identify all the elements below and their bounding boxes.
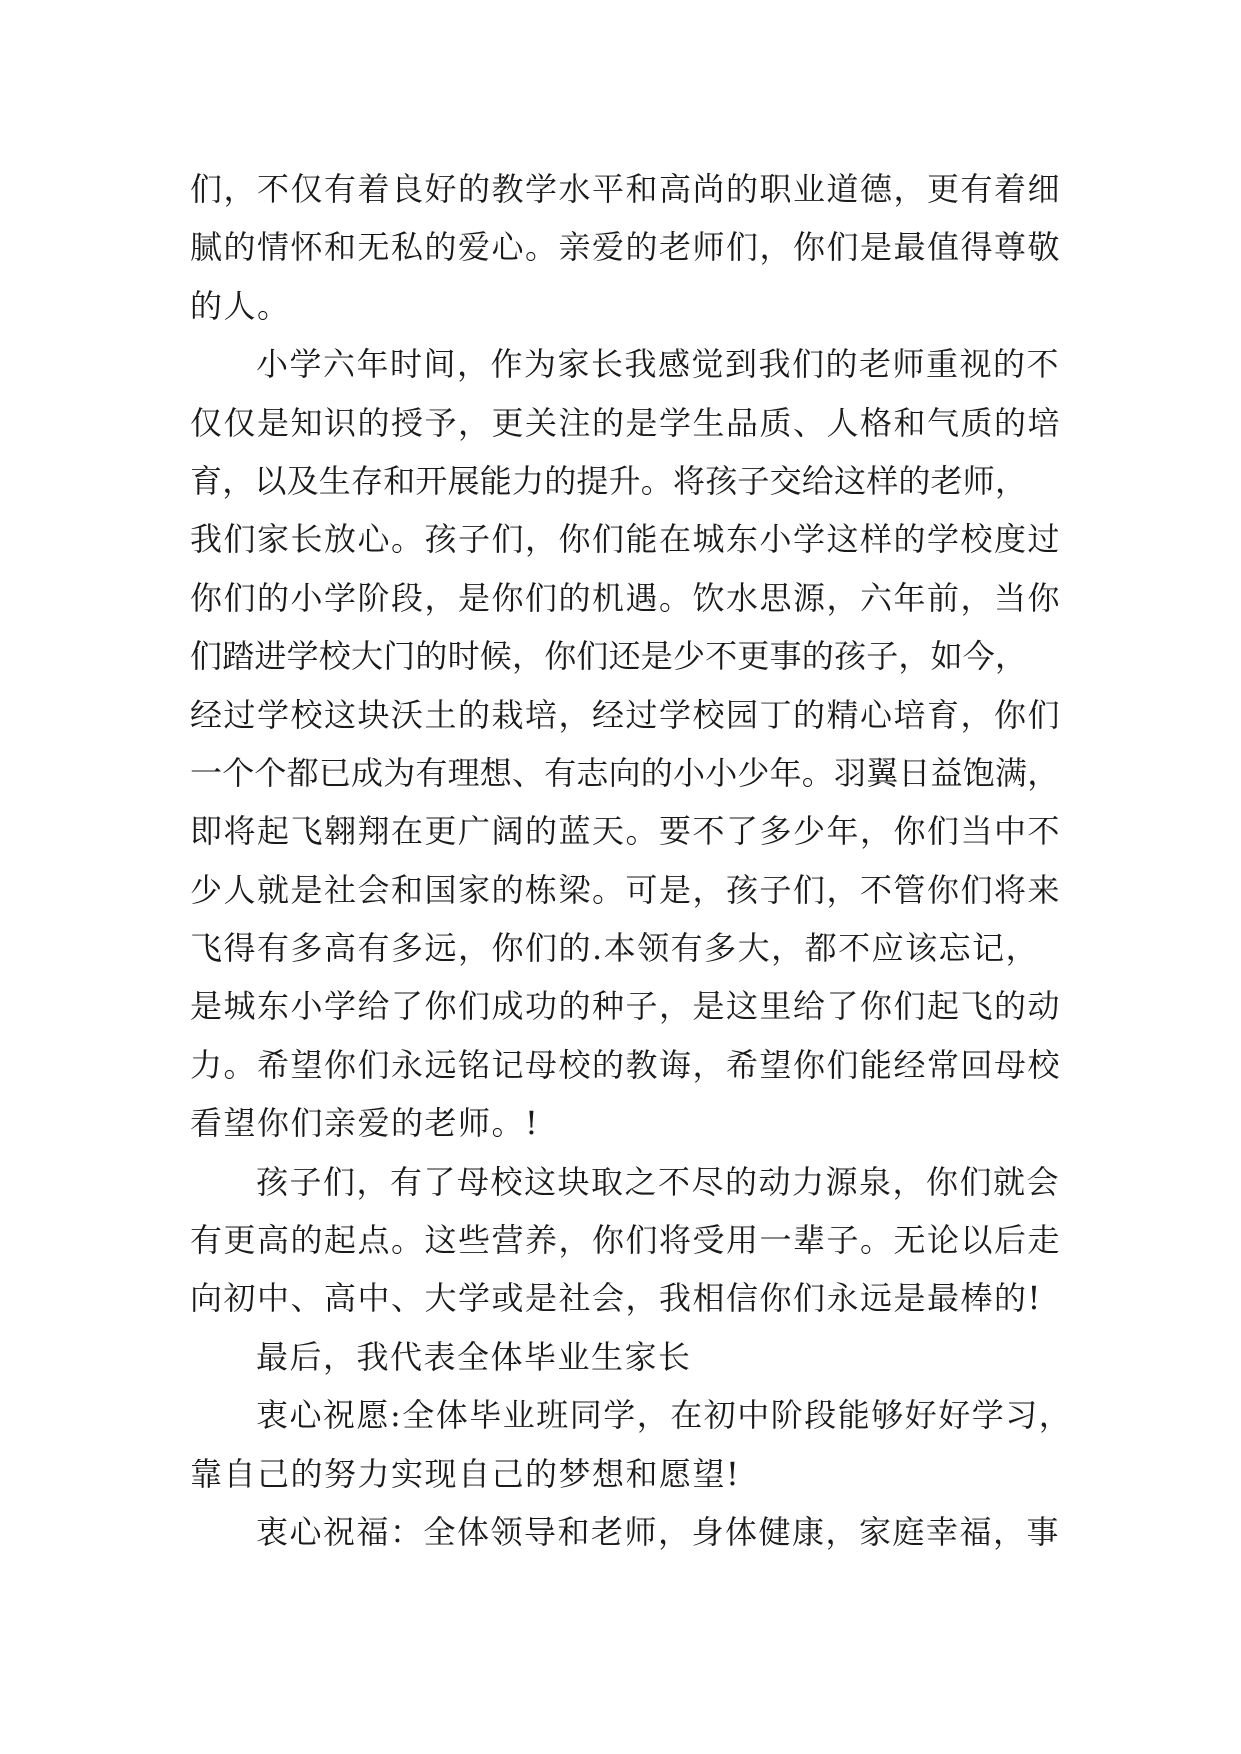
- text-line: 是城东小学给了你们成功的种子，是这里给了你们起飞的动: [190, 987, 1062, 1026]
- paragraph-start-line: 最后，我代表全体毕业生家长: [256, 1337, 692, 1376]
- text-line: 看望你们亲爱的老师。!: [190, 1104, 540, 1143]
- paragraph-start-line: 小学六年时间，作为家长我感觉到我们的老师重视的不: [256, 345, 1061, 384]
- text-line: 向初中、高中、大学或是社会，我相信你们永远是最棒的!: [190, 1279, 1042, 1318]
- text-line: 经过学校这块沃土的栽培，经过学校园丁的精心培育，你们: [190, 695, 1062, 734]
- paragraph-start-line: 衷心祝福：全体领导和老师，身体健康，家庭幸福，事: [256, 1512, 1061, 1551]
- text-line: 少人就是社会和国家的栋梁。可是，孩子们，不管你们将来: [190, 870, 1062, 909]
- text-line: 有更高的起点。这些营养，你们将受用一辈子。无论以后走: [190, 1221, 1062, 1260]
- text-line: 靠自己的努力实现自己的梦想和愿望!: [190, 1454, 741, 1493]
- text-line: 育，以及生存和开展能力的提升。将孩子交给这样的老师，: [190, 461, 1028, 500]
- text-line: 即将起飞翱翔在更广阔的蓝天。要不了多少年，你们当中不: [190, 812, 1062, 851]
- text-line: 我们家长放心。孩子们，你们能在城东小学这样的学校度过: [190, 520, 1062, 559]
- text-line: 的人。: [190, 286, 291, 325]
- text-line: 力。希望你们永远铭记母校的教诲，希望你们能经常回母校: [190, 1045, 1062, 1084]
- text-line: 你们的小学阶段，是你们的机遇。饮水思源，六年前，当你: [190, 578, 1062, 617]
- text-line: 一个个都已成为有理想、有志向的小小少年。羽翼日益饱满，: [190, 753, 1060, 792]
- paragraph-start-line: 孩子们，有了母校这块取之不尽的动力源泉，你们就会: [256, 1162, 1061, 1201]
- text-line: 仅仅是知识的授予，更关注的是学生品质、人格和气质的培: [190, 403, 1062, 442]
- paragraph-start-line: 衷心祝愿:全体毕业班同学，在初中阶段能够好好学习，: [256, 1396, 1073, 1435]
- text-line: 们踏进学校大门的时候，你们还是少不更事的孩子，如今，: [190, 637, 1028, 676]
- text-line: 飞得有多高有多远，你们的.本领有多大，都不应该忘记，: [190, 929, 1040, 968]
- text-line: 们，不仅有着良好的教学水平和高尚的职业道德，更有着细: [190, 170, 1062, 208]
- body-text: [190, 160, 1073, 1561]
- text-line: 腻的情怀和无私的爱心。亲爱的老师们，你们是最值得尊敬: [190, 228, 1062, 267]
